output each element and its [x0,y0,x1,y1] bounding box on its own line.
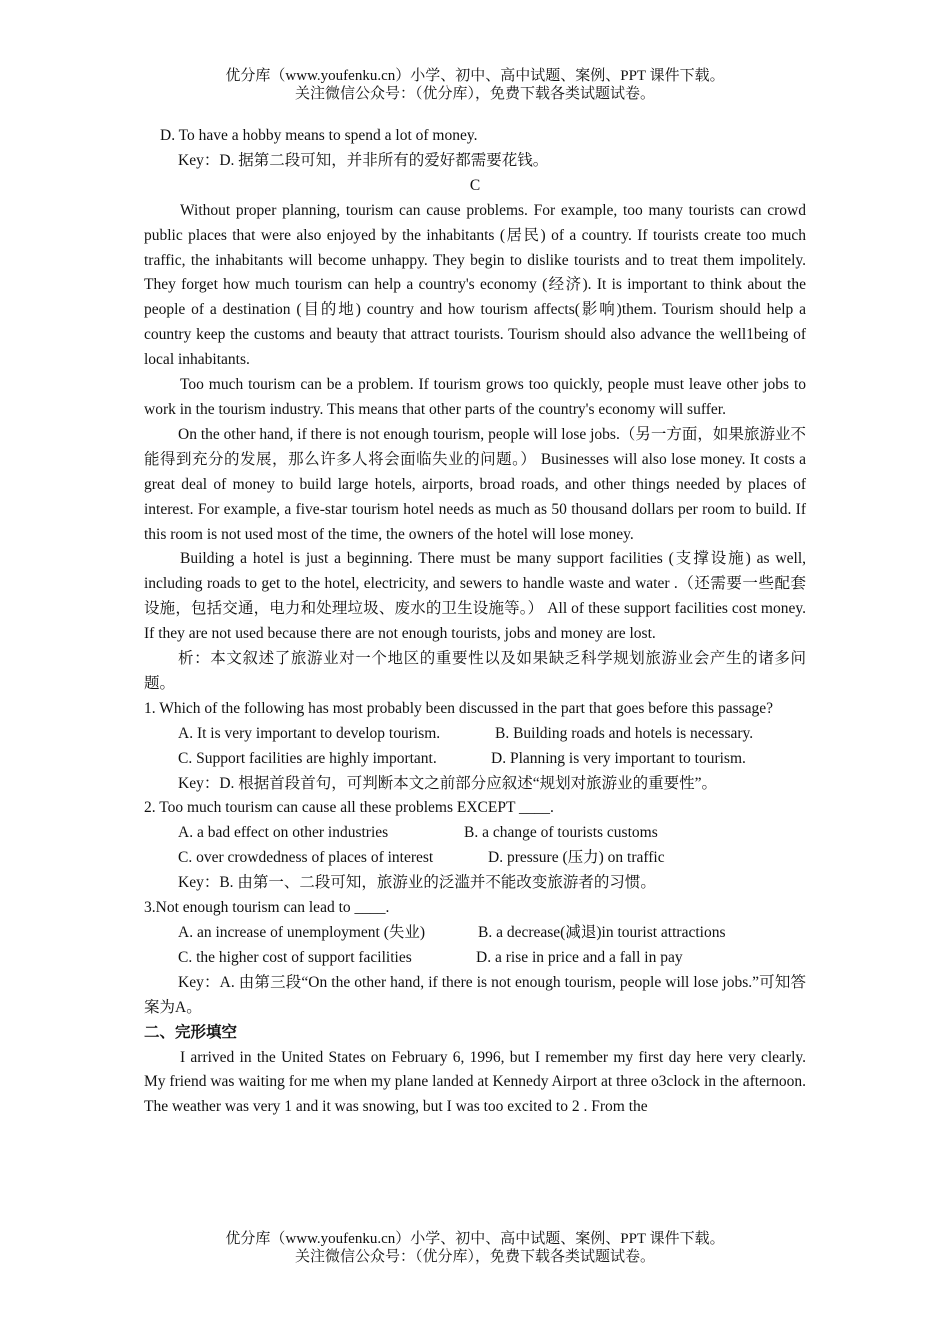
passage-paragraph-3: On the other hand, if there is not enough tourism, people will lose jobs.（另一方面，如果旅游业不能得到充分的发展，那么许多人将会面临失业的问题。） Businesses will also lose money. It costs a great deal of money to build large hotels, airports, broad roads, and other things needed by places of interest. For example, a five-star tourism hotel needs as much as 50 thousand dollars per room to build. If this room is not used most of the time, the owners of the hotel will lose money. [144,425,806,543]
question-2-option-b: B. a change of tourists customs [464,824,658,842]
page-header [0,67,950,103]
question-1-key: Key：D. 根据首段首句，可判断本文之前部分应叙述“规划对旅游业的重要性”。 [178,774,718,792]
question-2-key: Key：B. 由第一、二段可知，旅游业的泛滥并不能改变旅游者的习惯。 [178,874,656,892]
question-3-options-row-2 [144,946,806,971]
footer-line-2: 关注微信公众号：（优分库），免费下载各类试题试卷。 [294,1249,655,1265]
question-1-option-d: D. Planning is very important to tourism. [491,749,746,767]
header-line-1: 优分库（www.youfenku.cn）小学、初中、高中试题、案例、PPT 课件下载。 [225,68,725,84]
question-1-option-a: A. It is very important to develop tourism. [178,724,441,742]
question-2-option-d: D. pressure (压力) on traffic [488,849,665,867]
question-2-option-c: C. over crowdedness of places of interest [178,849,434,867]
question-3-option-b: B. a decrease(减退)in tourist attractions [478,924,726,941]
question-3-option-c: C. the higher cost of support facilities [178,948,412,966]
passage-paragraph-4: Building a hotel is just a beginning. There must be many support facilities (支撑设施) as well, including roads to get to the hotel, electricity, and sewers to handle waste and water .（还需要一些配套设施，包括交通，电力和处理垃圾、废水的卫生设施等。） All of these support facilities cost money. If they are not used because there are not enough tourists, jobs and money are lost. [144,550,806,643]
passage-paragraph-2: Too much tourism can be a problem. If tourism grows too quickly, people must leave other jobs to work in the tourism industry. This means that other parts of the country's economy will suffer. [144,376,806,418]
section-c-label: C [469,176,481,194]
question-1-options-row-1 [144,722,806,747]
question-3-key: Key：A. 由第三段“On the other hand, if there is not enough tourism, people will lose jobs.”可知答案为A。 [144,973,806,1016]
prev-key: Key：D. 据第二段可知，并非所有的爱好都需要花钱。 [178,151,549,169]
passage-analysis: 析：本文叙述了旅游业对一个地区的重要性以及如果缺乏科学规划旅游业会产生的诸多问题。 [144,650,806,692]
question-2-options-row-2 [144,846,806,871]
prev-option-d: D. To have a hobby means to spend a lot of money. [160,127,478,144]
question-2-option-a: A. a bad effect on other industries [178,824,389,842]
question-3-stem: 3.Not enough tourism can lead to ____. [144,899,390,917]
question-1-option-b: B. Building roads and hotels is necessary. [495,724,754,742]
header-line-2: 关注微信公众号：（优分库），免费下载各类试题试卷。 [294,86,655,102]
document-body [144,124,806,1120]
passage-paragraph-1: Without proper planning, tourism can cause problems. For example, too many tourists can crowd public places that were also enjoyed by the inhabitants (居民) of a country. If tourists create too much traffic, the inhabitants will become unhappy. They begin to dislike tourists and to treat them impolitely. They forget how much tourism can help a country's economy (经济). It is important to think about the people of a destination (目的地) country and how tourism affects(影响)them. Tourism should help a country keep the customs and beauty that attract tourists. Tourism should also advance the well1being of local inhabitants. [144,201,806,369]
question-2-options-row-1 [144,821,806,846]
question-3-option-d: D. a rise in price and a fall in pay [476,948,683,966]
page-footer [0,1230,950,1266]
cloze-paragraph: I arrived in the United States on February 6, 1996, but I remember my first day here very clearly. My friend was waiting for me when my plane landed at Kennedy Airport at three o3clock in the afternoon. The weather was very 1 and it was snowing, but I was too excited to 2 . From the [144,1048,806,1116]
question-2-stem: 2. Too much tourism can cause all these problems EXCEPT ____. [144,799,554,817]
question-3-option-a: A. an increase of unemployment (失业) [178,924,426,941]
question-1-stem: 1. Which of the following has most probably been discussed in the part that goes before this passage? [144,699,774,717]
question-1-options-row-2 [144,747,806,772]
footer-line-1: 优分库（www.youfenku.cn）小学、初中、高中试题、案例、PPT 课件下载。 [225,1231,725,1247]
question-3-options-row-1 [144,921,806,946]
question-1-option-c: C. Support facilities are highly important. [178,749,437,767]
cloze-heading: 二、完形填空 [144,1023,238,1041]
